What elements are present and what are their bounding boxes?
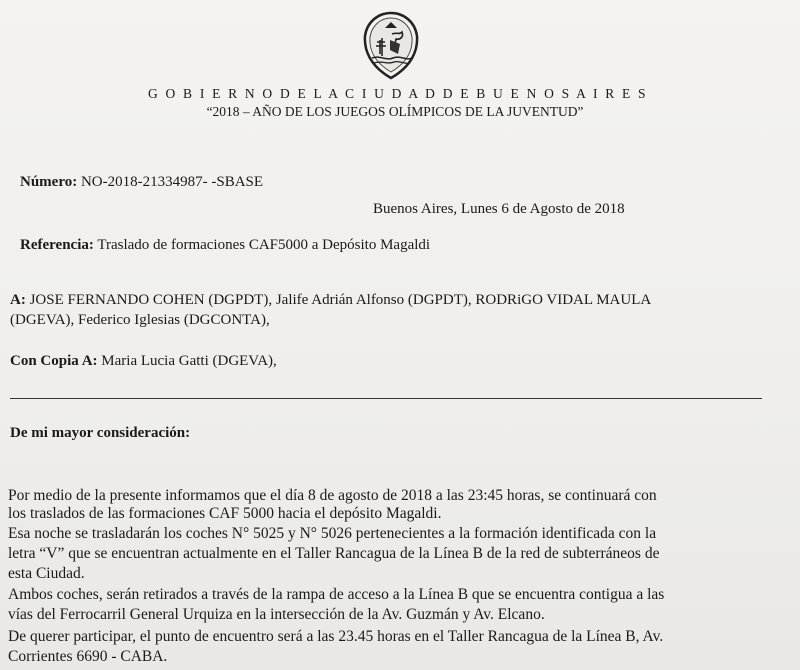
referencia-value: Traslado de formaciones CAF5000 a Depósito Magaldi	[97, 237, 431, 253]
cc-value: Maria Lucia Gatti (DGEVA),	[101, 353, 277, 369]
body-line: Ambos coches, serán retirados a través de la rampa de acceso a la Línea B que se encuentra contigua a las	[8, 586, 665, 603]
referencia-label: Referencia:	[20, 237, 94, 253]
document-date: Buenos Aires, Lunes 6 de Agosto de 2018	[373, 201, 625, 217]
body-line: De querer participar, el punto de encuentro será a las 23.45 horas en el Taller Rancagua de la Línea B, Av.	[8, 628, 664, 645]
cc-label: Con Copia A:	[10, 353, 98, 369]
body-line: letra “V” que se encuentran actualmente en el Taller Rancagua de la Línea B de la red de subterráneos de	[8, 545, 660, 562]
numero-value: NO-2018-21334987- -SBASE	[80, 174, 264, 190]
salutation: De mi mayor consideración:	[10, 425, 191, 441]
copy-to	[10, 353, 277, 370]
header-divider	[10, 398, 762, 399]
reference	[20, 237, 430, 254]
government-header: G O B I E R N O D E L A C I U D A D D E B U E N O S A I R E S	[148, 86, 648, 101]
numero-label: Número:	[20, 174, 78, 190]
document-number	[20, 174, 263, 191]
body-line: vías del Ferrocarril General Urquiza en la intersección de la Av. Guzmán y Av. Elcano.	[8, 606, 545, 623]
body-line: los traslados de las formaciones CAF 5000 hacia el depósito Magaldi.	[8, 505, 442, 522]
year-motto: “2018 – AÑO DE LOS JUEGOS OLÍMPICOS DE LA JUVENTUD”	[206, 104, 584, 119]
recipients-label: A:	[10, 292, 26, 308]
body-line: Esa noche se trasladarán los coches N° 5025 y N° 5026 pertenecientes a la formación identificada con la	[8, 525, 657, 542]
recipients-value-1: JOSE FERNANDO COHEN (DGPDT), Jalife Adrián Alfonso (DGPDT), RODRiGO VIDAL MAULA	[29, 292, 652, 308]
recipients-line-2: (DGEVA), Federico Iglesias (DGCONTA),	[10, 312, 270, 328]
body-line: esta Ciudad.	[8, 565, 85, 582]
body-line: Por medio de la presente informamos que el día 8 de agosto de 2018 a las 23:45 horas, se continuará con	[8, 487, 657, 504]
body-line: Corrientes 6690 - CABA.	[8, 648, 168, 665]
city-coat-of-arms-icon	[360, 10, 422, 82]
recipients-line-1	[10, 292, 651, 309]
